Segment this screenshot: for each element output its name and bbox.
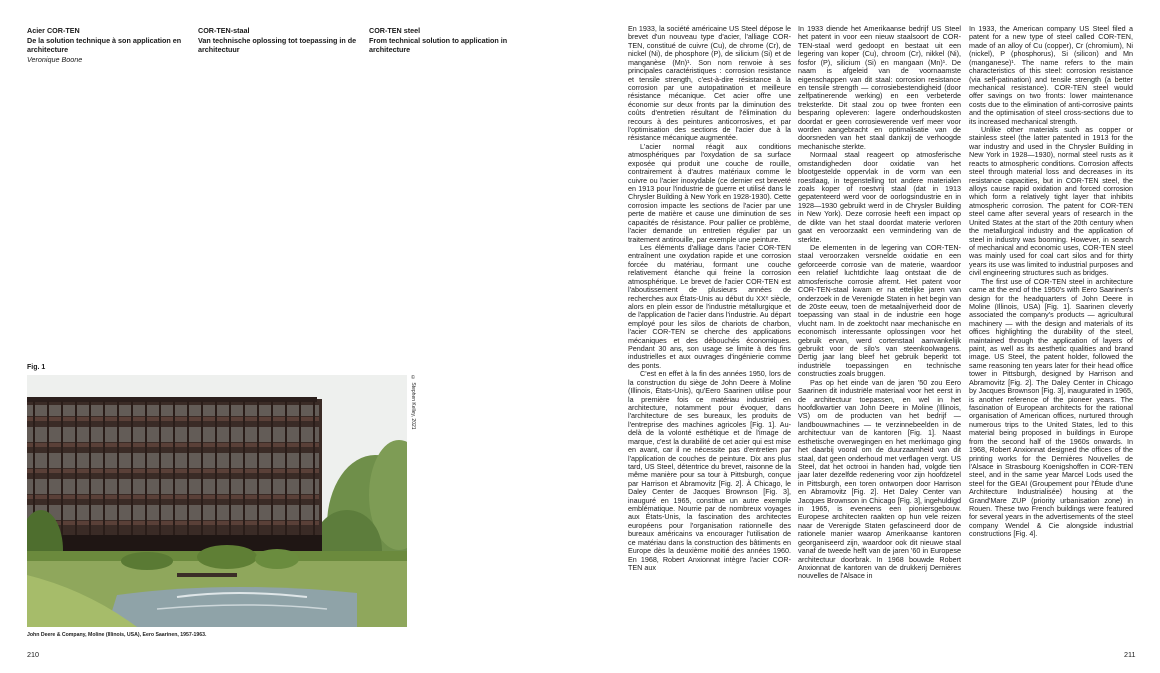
header-nl bbox=[198, 26, 363, 55]
paragraph: L'acier normal réagit aux conditions atmosphériques par l'oxydation de sa surface exposée qui produit une couche de rouille, contrairement à d'autres matériaux comme le cuivre ou l'acier inoxydable (ce dernier est breveté en 1913 pour l'industrie de guerre et utilisé dans le Chrysler Building à New York en 1928-1930). Cette corrosion impacte les sections de l'acier par une perte de matière et cause une diminution de ses capacités de résistance. Pour pallier ce problème, l'acier demande un entretien régulier par un traitement antirouille, par exemple une peinture. bbox=[628, 141, 791, 244]
building-photo-illustration bbox=[27, 375, 407, 627]
header-nl-title: COR-TEN-staal bbox=[198, 26, 250, 35]
header-fr-author: Veronique Boone bbox=[27, 54, 83, 64]
header-en bbox=[369, 26, 534, 55]
paragraph: Les éléments d'alliage dans l'acier COR-TEN entraînent une oxydation rapide et une corrosion forcée du matériau, formant une couche relativement étanche qui freine la corrosion atmosphérique. Le brevet de l'acier COR-TEN est l'aboutissement de plusieurs années de recherches aux États-Unis au début du XXᵉ siècle, alors en plein essor de l'industrie métallurgique et de l'application de l'acier dans l'industrie. Au départ employé pour les silos de chariots de charbon, l'acier COR-TEN se cherche des applications mécaniques et des débouchés économiques. Pendant 30 ans, son usage se limite à des fins industrielles et aux ouvrages d'ingénierie comme des ponts. bbox=[628, 242, 791, 370]
header-en-subtitle: From technical solution to application in architecture bbox=[369, 35, 508, 55]
paragraph: Pas op het einde van de jaren '50 zou Eero Saarinen dit industriële materiaal voor het eerst in de architectuur toepassen, en wel in het hoofdkwartier van John Deere in Moline (Illinois, VS) om de producten van het bedrijf — landbouwmachines — te verzinnebeelden in de architectuur van de kantoren [Fig. 1]. Naast esthetische overwegingen en het merkimago ging het daarbij vooral om de duurzaamheid van dit staal, dat geen onderhoud met verflagen vergt. US Steel, dat het octrooi in handen had, volgde tien jaar later dezelfde redenering voor zijn hoofdzetel in Pittsburgh, een toren ontworpen door Harrison en Abramovitz [Fig. 2]. Het Daley Center van Jacques Brownson in Chicago [Fig. 3], ingehuldigd in 1965, is eveneens een pioniersgebouw. Europese architecten raakten op hun vele reizen naar de Verenigde Staten gefascineerd door de rationele manier waarop Amerikaanse kantoren georganiseerd zijn, waardoor ook dit nieuwe staal vanaf de tweede helft van de jaren '60 in Europese architectuur doorbrak. In 1968 bouwde Robert Anxionnat de kantoren van de drukkerij Dernières nouvelles de l'Alsace in bbox=[798, 377, 961, 581]
paragraph: Unlike other materials such as copper or stainless steel (the latter patented in 1913 for the war industry and used in the Chrysler Building in New York in 1928—1930), normal steel rusts as it reacts to atmospheric conditions. Corrosion affects steel through material loss and decreases in its resistance capacities, but in COR-TEN steel, the alloys cause rapid oxidation and forced corrosion which form a relatively tight layer that inhibits atmospheric corrosion. The patent for COR-TEN steel came after several years of research in the United States at the start of the 20th century when the metallurgical industry and the application of steel in industry was booming. However, in search of mechanical and economic uses, COR-TEN steel was mainly used for coal cart silos and for thirty years its use was limited to industrial purposes and civil engineering structures such as bridges. bbox=[969, 125, 1133, 278]
paragraph: In 1933, the American company US Steel filed a patent for a new type of steel called COR-TEN, made of an alloy of Cu (copper), Cr (chromium), Ni (nickel), P (phosphorus), Si (silicon) and Mn (manganese)¹. The name refers to the main characteristics of this steel: corrosion resistance (via self-patination) and tensile strength (a better mechanical resistance). COR-TEN steel would offer savings on two fronts: lower maintenance costs due to the elimination of anti-corrosive paints and the optimisation of steel cross-sections due to its increased mechanical strength. bbox=[969, 24, 1133, 126]
header-fr-subtitle: De la solution technique à son application en architecture bbox=[27, 35, 182, 55]
paragraph: In 1933 diende het Amerikaanse bedrijf US Steel het patent in voor een nieuw staalsoort de COR-TEN-staal werd gedoopt en bestaat uit een legering van koper (Cu), chroom (Cr), nikkel (Ni), fosfor (P), silicium (Si) en mangaan (Mn)¹. De naam is afgeleid van de voornaamste eigenschappen van dit staal: corrosion resistance en tensile strength — corrosiebestendigheid (door zelfpatinerende werking) en een verbeterde treksterkte. Dit staal zou op twee fronten een besparing opleveren: lagere onderhoudskosten doordat er geen corrosiewerende verf meer voor worden aangebracht en optimalisatie van de doorsneden van het staal dankzij de verhoogde mechanische sterkte. bbox=[798, 24, 961, 151]
figure-label: Fig. 1 bbox=[27, 364, 46, 371]
header-fr bbox=[27, 26, 192, 64]
paragraph: De elementen in de legering van COR-TEN-staal veroorzaken versnelde oxidatie en een geforceerde corrosie van de materie, waardoor een relatief luchtdichte laag ontstaat die de atmosferische corrosie afremt. Het patent voor COR-TEN-staal kwam er na ettelijke jaren van onderzoek in de Verenigde Staten in het begin van de 20ste eeuw, toen de metaalnijverheid door de toepassing van staal in de industrie een hoge vlucht nam. In de zoektocht naar mechanische en economisch interessante oplossingen voor het gebruik ervan, werd cortenstaal aanvankelijk gebruikt voor de silo's van steenkoolwagens. Dertig jaar lang bleef het gebruik beperkt tot industriële toepassingen en technische constructies zoals bruggen. bbox=[798, 242, 961, 379]
header-en-title: COR-TEN steel bbox=[369, 26, 421, 35]
paragraph: Normaal staal reageert op atmosferische omstandigheden door oxidatie van het blootgestelde oppervlak in de vorm van een roestlaag, in tegenstelling tot andere materialen zoals koper of roestvrij staal (dat in 1913 gepatenteerd werd voor de oorlogsindustrie en in 1928—1930 gebruikt werd in de Chrysler Building in New York). Deze corrosie heeft een impact op de dikte van het staal doordat materie verloren gaat en veroorzaakt een vermindering van de sterkte. bbox=[798, 150, 961, 244]
figure-caption: John Deere & Company, Moline (Illinois, USA), Eero Saarinen, 1957-1963. bbox=[27, 632, 207, 638]
photo-credit: © Stephen Kelley, 2021 bbox=[410, 375, 416, 430]
paragraph: The first use of COR-TEN steel in architecture came at the end of the 1950's with Eero Saarinen's design for the headquarters of John Deere in Moline (Illinois, USA) [Fig. 1]. Saarinen cleverly associated the company's products — agricultural machinery — with the design and materials of its offices highlighting the durability of the steel, maintained through the application of layers of paint, as well as its aesthetic qualities and brand image. US Steel, the patent holder, followed the same reasoning ten years later for their head office tower in Pittsburgh, designed by Harrison and Abramovitz [Fig. 2]. The Daley Center in Chicago by Jacques Brownson [Fig. 3], inaugurated in 1965, is another reference of the pioneer years. The fascination of European architects for the rational organisation of American offices, nurtured through numerous trips to the United States, led to this material being proposed in buildings in Europe from the second half of the 1960s onwards. In 1968, Robert Anxionnat designed the offices of the printing works for the Dernières Nouvelles de l'Alsace in Strasbourg Koenigshoffen in COR-TEN steel, and in the same year Marcel Lods used the steel for the GEAI (Groupement pour l'Étude d'une Architecture Industrialisée) housing at the Grand'Mare ZUP (priority urbanisation zone) in Rouen. These two French buildings were featured for several years in the advertisements of the steel company Wendel & Cie alongside industrial constructions [Fig. 4]. bbox=[969, 276, 1133, 539]
text-column-fr bbox=[628, 25, 791, 572]
header-fr-title: Acier COR-TEN bbox=[27, 26, 80, 35]
text-column-nl bbox=[798, 25, 961, 581]
page-number-right: 211 bbox=[1124, 650, 1136, 659]
paragraph: En 1933, la société américaine US Steel dépose le brevet d'un nouveau type d'acier, l'alliage COR-TEN, constitué de cuivre (Cu), de chrome (Cr), de nickel (Ni), de phosphore (P), de silicium (Si) et de manganèse (Mn)¹. Son nom renvoie à ses principales caractéristiques : corrosion resistance et tensile strength, c'est-à-dire résistance à la corrosion par une autopatination et meilleure résistance mécanique. Cet acier offre une économie sur deux fronts par la diminution des coûts d'entretien résultant de l'élimination du recours à des peintures anticorrosives, et par l'optimisation des sections de l'acier due à la résistance mécanique augmentée. bbox=[628, 24, 791, 143]
page-number-left: 210 bbox=[27, 650, 39, 659]
building-photo bbox=[27, 375, 407, 627]
text-column-en bbox=[969, 25, 1133, 539]
paragraph: C'est en effet à la fin des années 1950, lors de la construction du siège de John Deere à Moline (Illinois, États-Unis), qu'Eero Saarinen utilise pour la première fois ce matériau industriel en architecture, notamment pour évoquer, dans l'architecture de ses bureaux, les produits de l'entreprise des machines agricoles [Fig. 1]. Au-delà de la volonté esthétique et de l'image de marque, c'est la durabilité de cet acier qui est mise en avant, car il ne nécessite pas d'entretien par l'application de couches de peinture. Dix ans plus tard, US Steel, détentrice du brevet, raisonne de la même manière pour sa tour à Pittsburgh, conçue par Harrison et Abramovitz [Fig. 2]. À Chicago, le Daley Center de Jacques Brownson [Fig. 3], inauguré en 1965, constitue un autre exemple emblématique. Nourrie par de nombreux voyages aux États-Unis, la fascination des architectes européens pour l'organisation rationnelle des bureaux américains va encourager l'utilisation de ce matériau dans la construction des bâtiments en Europe dès la deuxième moitié des années 1960. En 1968, Robert Anxionnat intègre l'acier COR-TEN aux bbox=[628, 369, 791, 572]
header-nl-subtitle: Van technische oplossing tot toepassing in de architectuur bbox=[198, 35, 357, 55]
